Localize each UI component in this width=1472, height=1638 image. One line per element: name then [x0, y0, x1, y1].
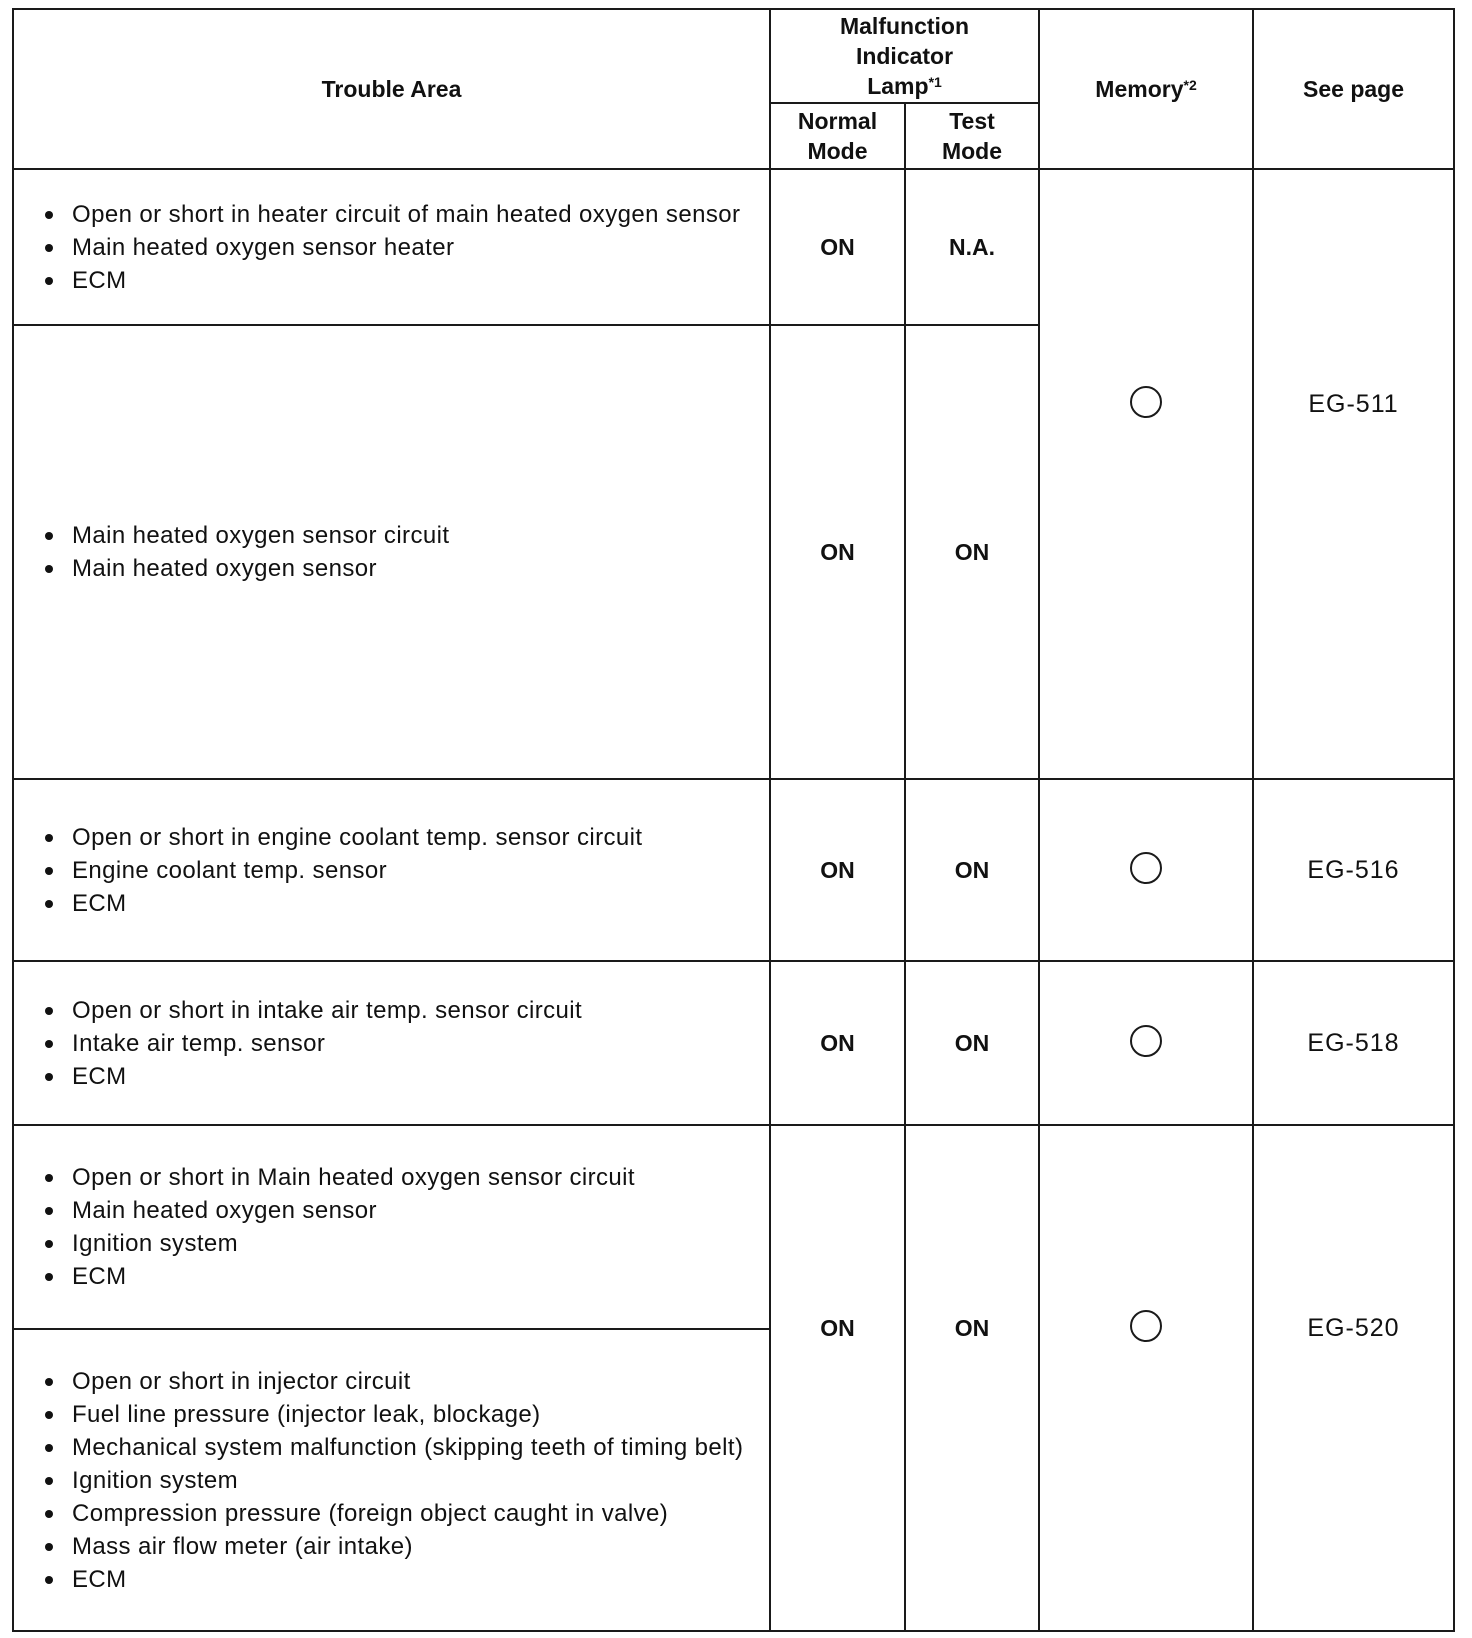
list-item: Main heated oxygen sensor: [42, 552, 749, 585]
list-item: ECM: [42, 1060, 749, 1093]
test-mode-cell: ON: [905, 1125, 1039, 1631]
circle-icon: [1130, 1310, 1162, 1342]
see-page-cell: EG-518: [1253, 961, 1454, 1125]
trouble-area-table: [12, 8, 1455, 1632]
see-page-header: See page: [1253, 9, 1454, 169]
list-item: Main heated oxygen sensor heater: [42, 231, 749, 264]
list-item: ECM: [42, 264, 749, 297]
normal-mode-cell: ON: [770, 961, 905, 1125]
list-item: Open or short in engine coolant temp. sensor circuit: [42, 821, 749, 854]
circle-icon: [1130, 386, 1162, 418]
trouble-area-cell: [13, 1125, 770, 1329]
list-item: Engine coolant temp. sensor: [42, 854, 749, 887]
memory-cell: [1039, 961, 1253, 1125]
list-item: Open or short in heater circuit of main heated oxygen sensor: [42, 198, 749, 231]
test-mode-cell: ON: [905, 961, 1039, 1125]
table-row: [13, 779, 1454, 961]
list-item: ECM: [42, 1563, 749, 1596]
trouble-area-cell: [13, 1329, 770, 1631]
test-mode-cell: ON: [905, 325, 1039, 779]
memory-header: Memory$^{*2}$: [1039, 9, 1253, 169]
see-page-cell: EG-520: [1253, 1125, 1454, 1631]
trouble-area-cell: [13, 325, 770, 779]
list-item: Compression pressure (foreign object caught in valve): [42, 1497, 749, 1530]
normal-mode-cell: ON: [770, 779, 905, 961]
table-row: [13, 961, 1454, 1125]
see-page-cell: EG-511: [1253, 169, 1454, 779]
list-item: Open or short in intake air temp. sensor circuit: [42, 994, 749, 1027]
list-item: Mass air flow meter (air intake): [42, 1530, 749, 1563]
list-item: Main heated oxygen sensor circuit: [42, 519, 749, 552]
list-item: Ignition system: [42, 1227, 749, 1260]
normal-mode-cell: ON: [770, 1125, 905, 1631]
trouble-area-header: Trouble Area: [13, 9, 770, 169]
circle-icon: [1130, 1025, 1162, 1057]
test-mode-cell: ON: [905, 779, 1039, 961]
list-item: Open or short in Main heated oxygen sensor circuit: [42, 1161, 749, 1194]
see-page-cell: EG-516: [1253, 779, 1454, 961]
trouble-area-cell: [13, 779, 770, 961]
trouble-area-cell: [13, 169, 770, 325]
normal-mode-header: Normal Mode: [770, 103, 905, 169]
circle-icon: [1130, 852, 1162, 884]
list-item: Fuel line pressure (injector leak, blockage): [42, 1398, 749, 1431]
mil-header: Malfunction Indicator Lamp$^{*1}$: [770, 9, 1039, 103]
normal-mode-cell: ON: [770, 325, 905, 779]
memory-cell: [1039, 169, 1253, 779]
list-item: Mechanical system malfunction (skipping teeth of timing belt): [42, 1431, 749, 1464]
memory-cell: [1039, 1125, 1253, 1631]
list-item: ECM: [42, 887, 749, 920]
list-item: Main heated oxygen sensor: [42, 1194, 749, 1227]
test-mode-header: Test Mode: [905, 103, 1039, 169]
list-item: Intake air temp. sensor: [42, 1027, 749, 1060]
normal-mode-cell: ON: [770, 169, 905, 325]
list-item: Ignition system: [42, 1464, 749, 1497]
list-item: Open or short in injector circuit: [42, 1365, 749, 1398]
test-mode-cell: N.A.: [905, 169, 1039, 325]
table-row: [13, 1125, 1454, 1329]
memory-cell: [1039, 779, 1253, 961]
table-row: [13, 169, 1454, 325]
trouble-area-cell: [13, 961, 770, 1125]
list-item: ECM: [42, 1260, 749, 1293]
